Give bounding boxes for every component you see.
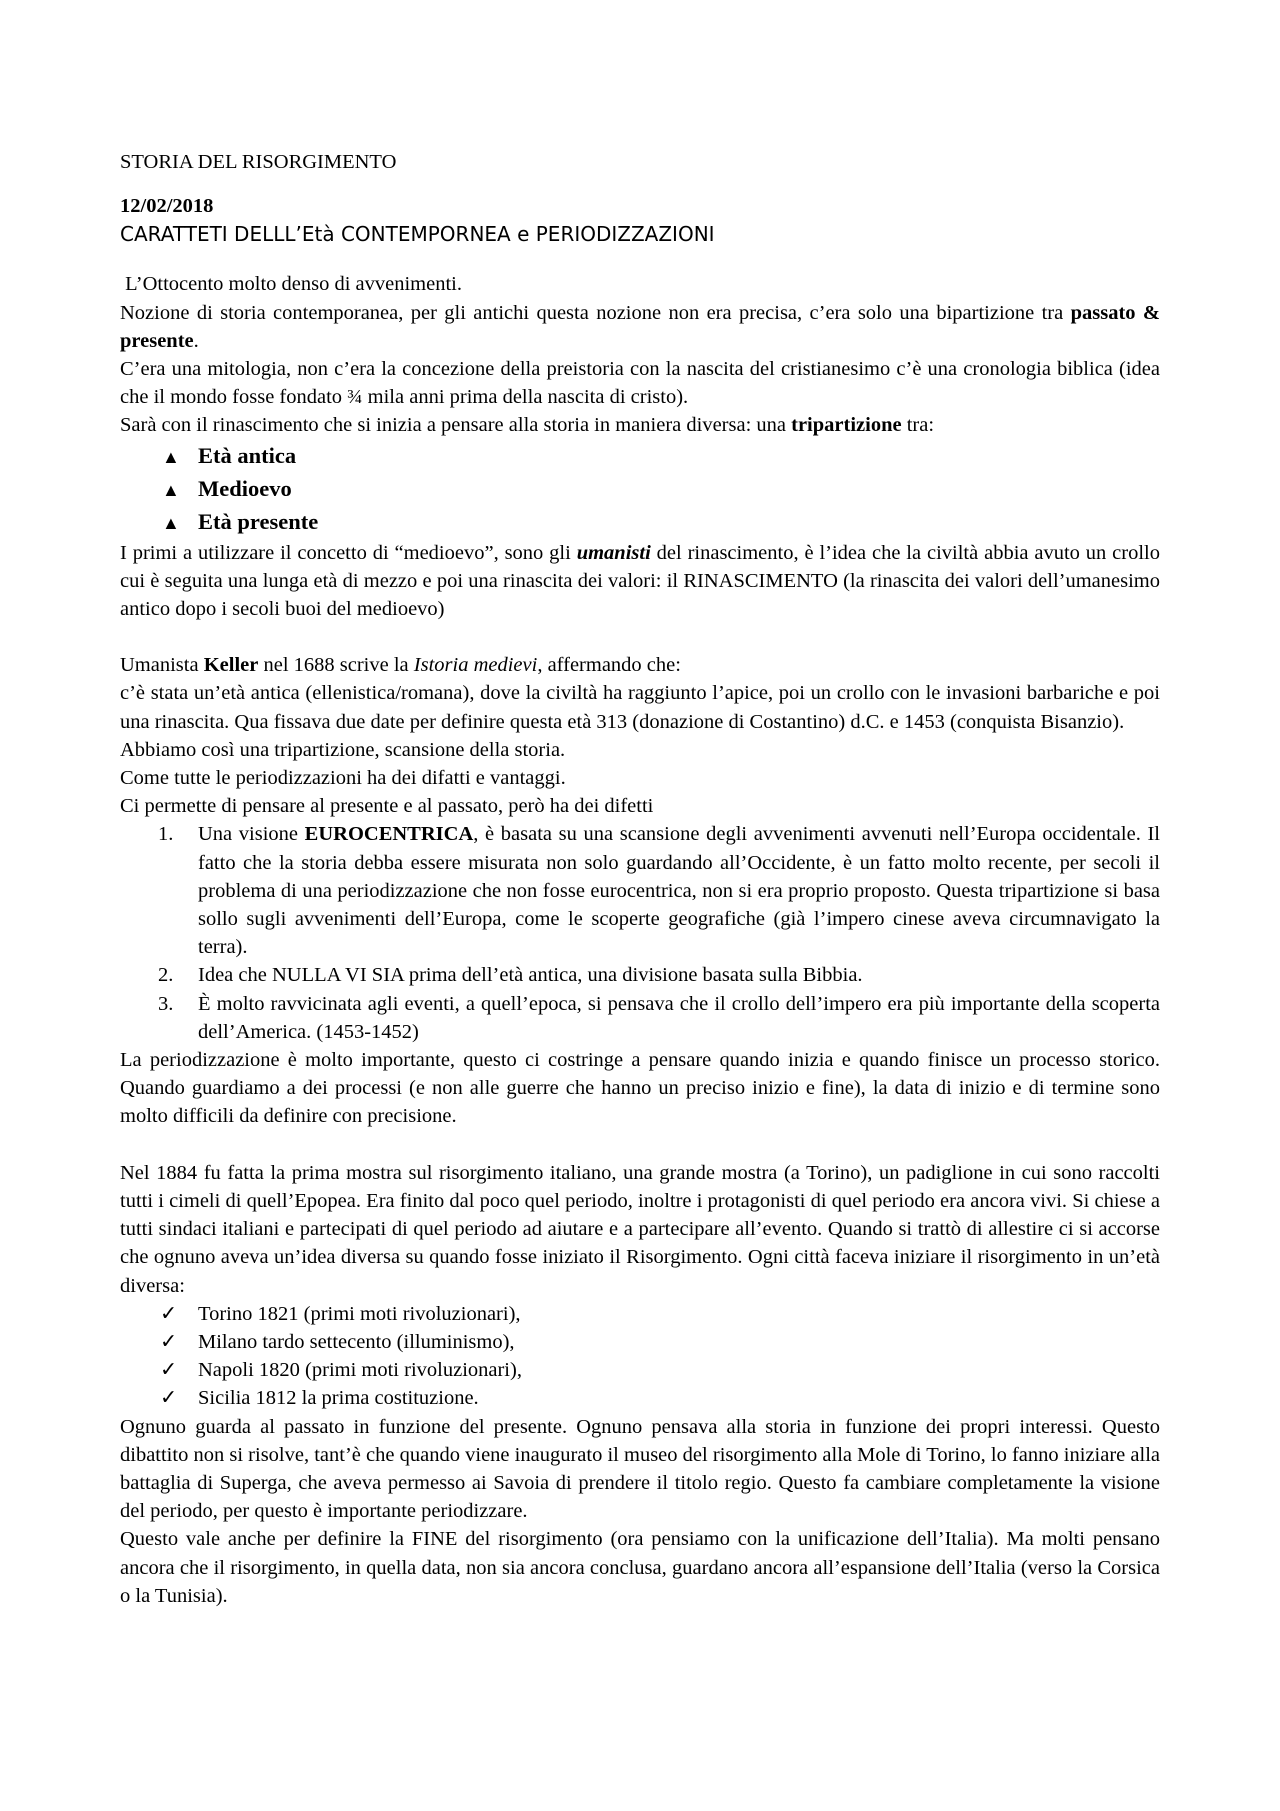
lecture-date: 12/02/2018 (120, 195, 214, 218)
paragraph-importance: La periodizzazione è molto importante, questo ci costringe a pensare quando inizia e quando finisce un processo storico. Quando guardiamo a dei processi (e non alle guerre che hanno un preciso inizio e fine), la data di inizio e di termine sono molto difficili da definire con precisione. (120, 1049, 1160, 1128)
triangle-bullet-icon: ▲ (162, 479, 180, 500)
list-item: 2. Idea che NULLA VI SIA prima dell’età antica, una divisione basata sulla Bibbia. (158, 964, 863, 987)
paragraph-exhibition: Nel 1884 fu fatta la prima mostra sul risorgimento italiano, una grande mostra (a Torino), un padiglione in cui sono raccolti tutti i cimeli di quell’Epopea. Era finito dal poco quel periodo, inoltre i protagonisti di quel periodo era ancora vivi. Si chiese a tutti sindaci italiani e partecipati di quel periodo ad aiutare e a partecipare all’evento. Quando si trattò di allestire ci si accorse che ognuno aveva un’idea diversa su quando fosse iniziato il Risorgimento. Ogni città faceva iniziare il risorgimento in un’età diversa: (120, 1161, 1160, 1297)
lecture-title: CARATTETI DELLL’Età CONTEMPORNEA e PERIODIZZAZIONI (120, 222, 715, 247)
paragraph-renaissance: Sarà con il rinascimento che si inizia a pensare alla storia in maniera diversa: una tripartizione tra: (120, 414, 935, 437)
list-item: ✓ Napoli 1820 (primi moti rivoluzionari), (160, 1356, 1160, 1384)
paragraph-humanists: I primi a utilizzare il concetto di “medioevo”, sono gli umanisti del rinascimento, è l’idea che la civiltà abbia avuto un crollo cui è seguita una lunga età di mezzo e poi una rinascita dei valori: il RINASCIMENTO (la rinascita dei valori dell’umanesimo antico dopo i secoli buoi del medioevo) (120, 541, 1160, 621)
paragraph-intro: L’Ottocento molto denso di avvenimenti. (120, 273, 462, 296)
check-icon: ✓ (160, 1302, 178, 1325)
list-item: ✓ Milano tardo settecento (illuminismo), (160, 1328, 1160, 1356)
list-item: ▲ Medioevo (162, 473, 1160, 506)
triangle-bullet-icon: ▲ (162, 512, 180, 533)
list-item: ✓ Sicilia 1812 la prima costituzione. (160, 1384, 1160, 1412)
paragraph-notion: Nozione di storia contemporanea, per gli antichi questa nozione non era precisa, c’era solo una bipartizione tra passato & presente. (120, 301, 1160, 352)
list-item: 3. È molto ravvicinata agli eventi, a quell’epoca, si pensava che il crollo dell’impero era più importante della scoperta dell’America. (1453-1452) (158, 992, 1160, 1043)
defects-list (120, 820, 1160, 1046)
list-item: ▲ Età antica (162, 440, 1160, 473)
document-page (120, 148, 1160, 1610)
triangle-bullet-icon: ▲ (162, 446, 180, 467)
paragraph-mythology: C’era una mitologia, non c’era la concezione della preistoria con la nascita del cristianesimo c’è una cronologia biblica (idea che il mondo fosse fondato ¾ mila anni prima della nascita di cristo). (120, 358, 1160, 409)
list-item: ▲ Età presente (162, 506, 1160, 539)
paragraph-keller: Umanista Keller nel 1688 scrive la Istoria medievi, affermando che: (120, 654, 681, 677)
paragraph-perspective: Ognuno guarda al passato in funzione del presente. Ognuno pensava alla storia in funzione dei propri interessi. Questo dibattito non si risolve, tant’è che quando viene inaugurato il museo del risorgimento alla Mole di Torino, lo fanno iniziare alla battaglia di Superga, che aveva permesso ai Savoia di prendere il titolo regio. Questo fa cambiare completamente la visione del periodo, per questo è importante periodizzare. (120, 1415, 1160, 1523)
paragraph-periodizations: Come tutte le periodizzazioni ha dei difatti e vantaggi. (120, 767, 566, 790)
tripartition-list (120, 440, 1160, 539)
paragraph-ancient-age: c’è stata un’età antica (ellenistica/romana), dove la civiltà ha raggiunto l’apice, poi un crollo con le invasioni barbariche e poi una rinascita. Qua fissava due date per definire questa età 313 (donazione di Costantino) d.C. e 1453 (conquista Bisanzio). (120, 682, 1160, 733)
check-icon: ✓ (160, 1387, 178, 1410)
paragraph-end: Questo vale anche per definire la FINE del risorgimento (ora pensiamo con la unificazione dell’Italia). Ma molti pensano ancora che il risorgimento, in quella data, non sia ancora conclusa, guardano ancora all’espansione dell’Italia (verso la Corsica o la Tunisia). (120, 1528, 1160, 1607)
paragraph-defects-intro: Ci permette di pensare al presente e al passato, però ha dei difetti (120, 795, 654, 818)
list-item: 1. Una visione EUROCENTRICA, è basata su una scansione degli avvenimenti avvenuti nell’Europa occidentale. Il fatto che la storia debba essere misurata non solo guardando all’Occidente, è un fatto molto recente, per secoli il problema di una periodizzazione che non fosse eurocentrica, non si era proprio proposto. Questa tripartizione si basa sollo sugli avvenimenti dell’Europa, come le scoperte geografiche (già l’impero cinese aveva circumnavigato la terra). (158, 823, 1160, 959)
list-item: ✓ Torino 1821 (primi moti rivoluzionari), (160, 1300, 1160, 1328)
check-icon: ✓ (160, 1330, 178, 1353)
cities-list (120, 1300, 1160, 1413)
check-icon: ✓ (160, 1359, 178, 1382)
paragraph-tripartition: Abbiamo così una tripartizione, scansione della storia. (120, 738, 566, 761)
document-heading: STORIA DEL RISORGIMENTO (120, 151, 397, 173)
